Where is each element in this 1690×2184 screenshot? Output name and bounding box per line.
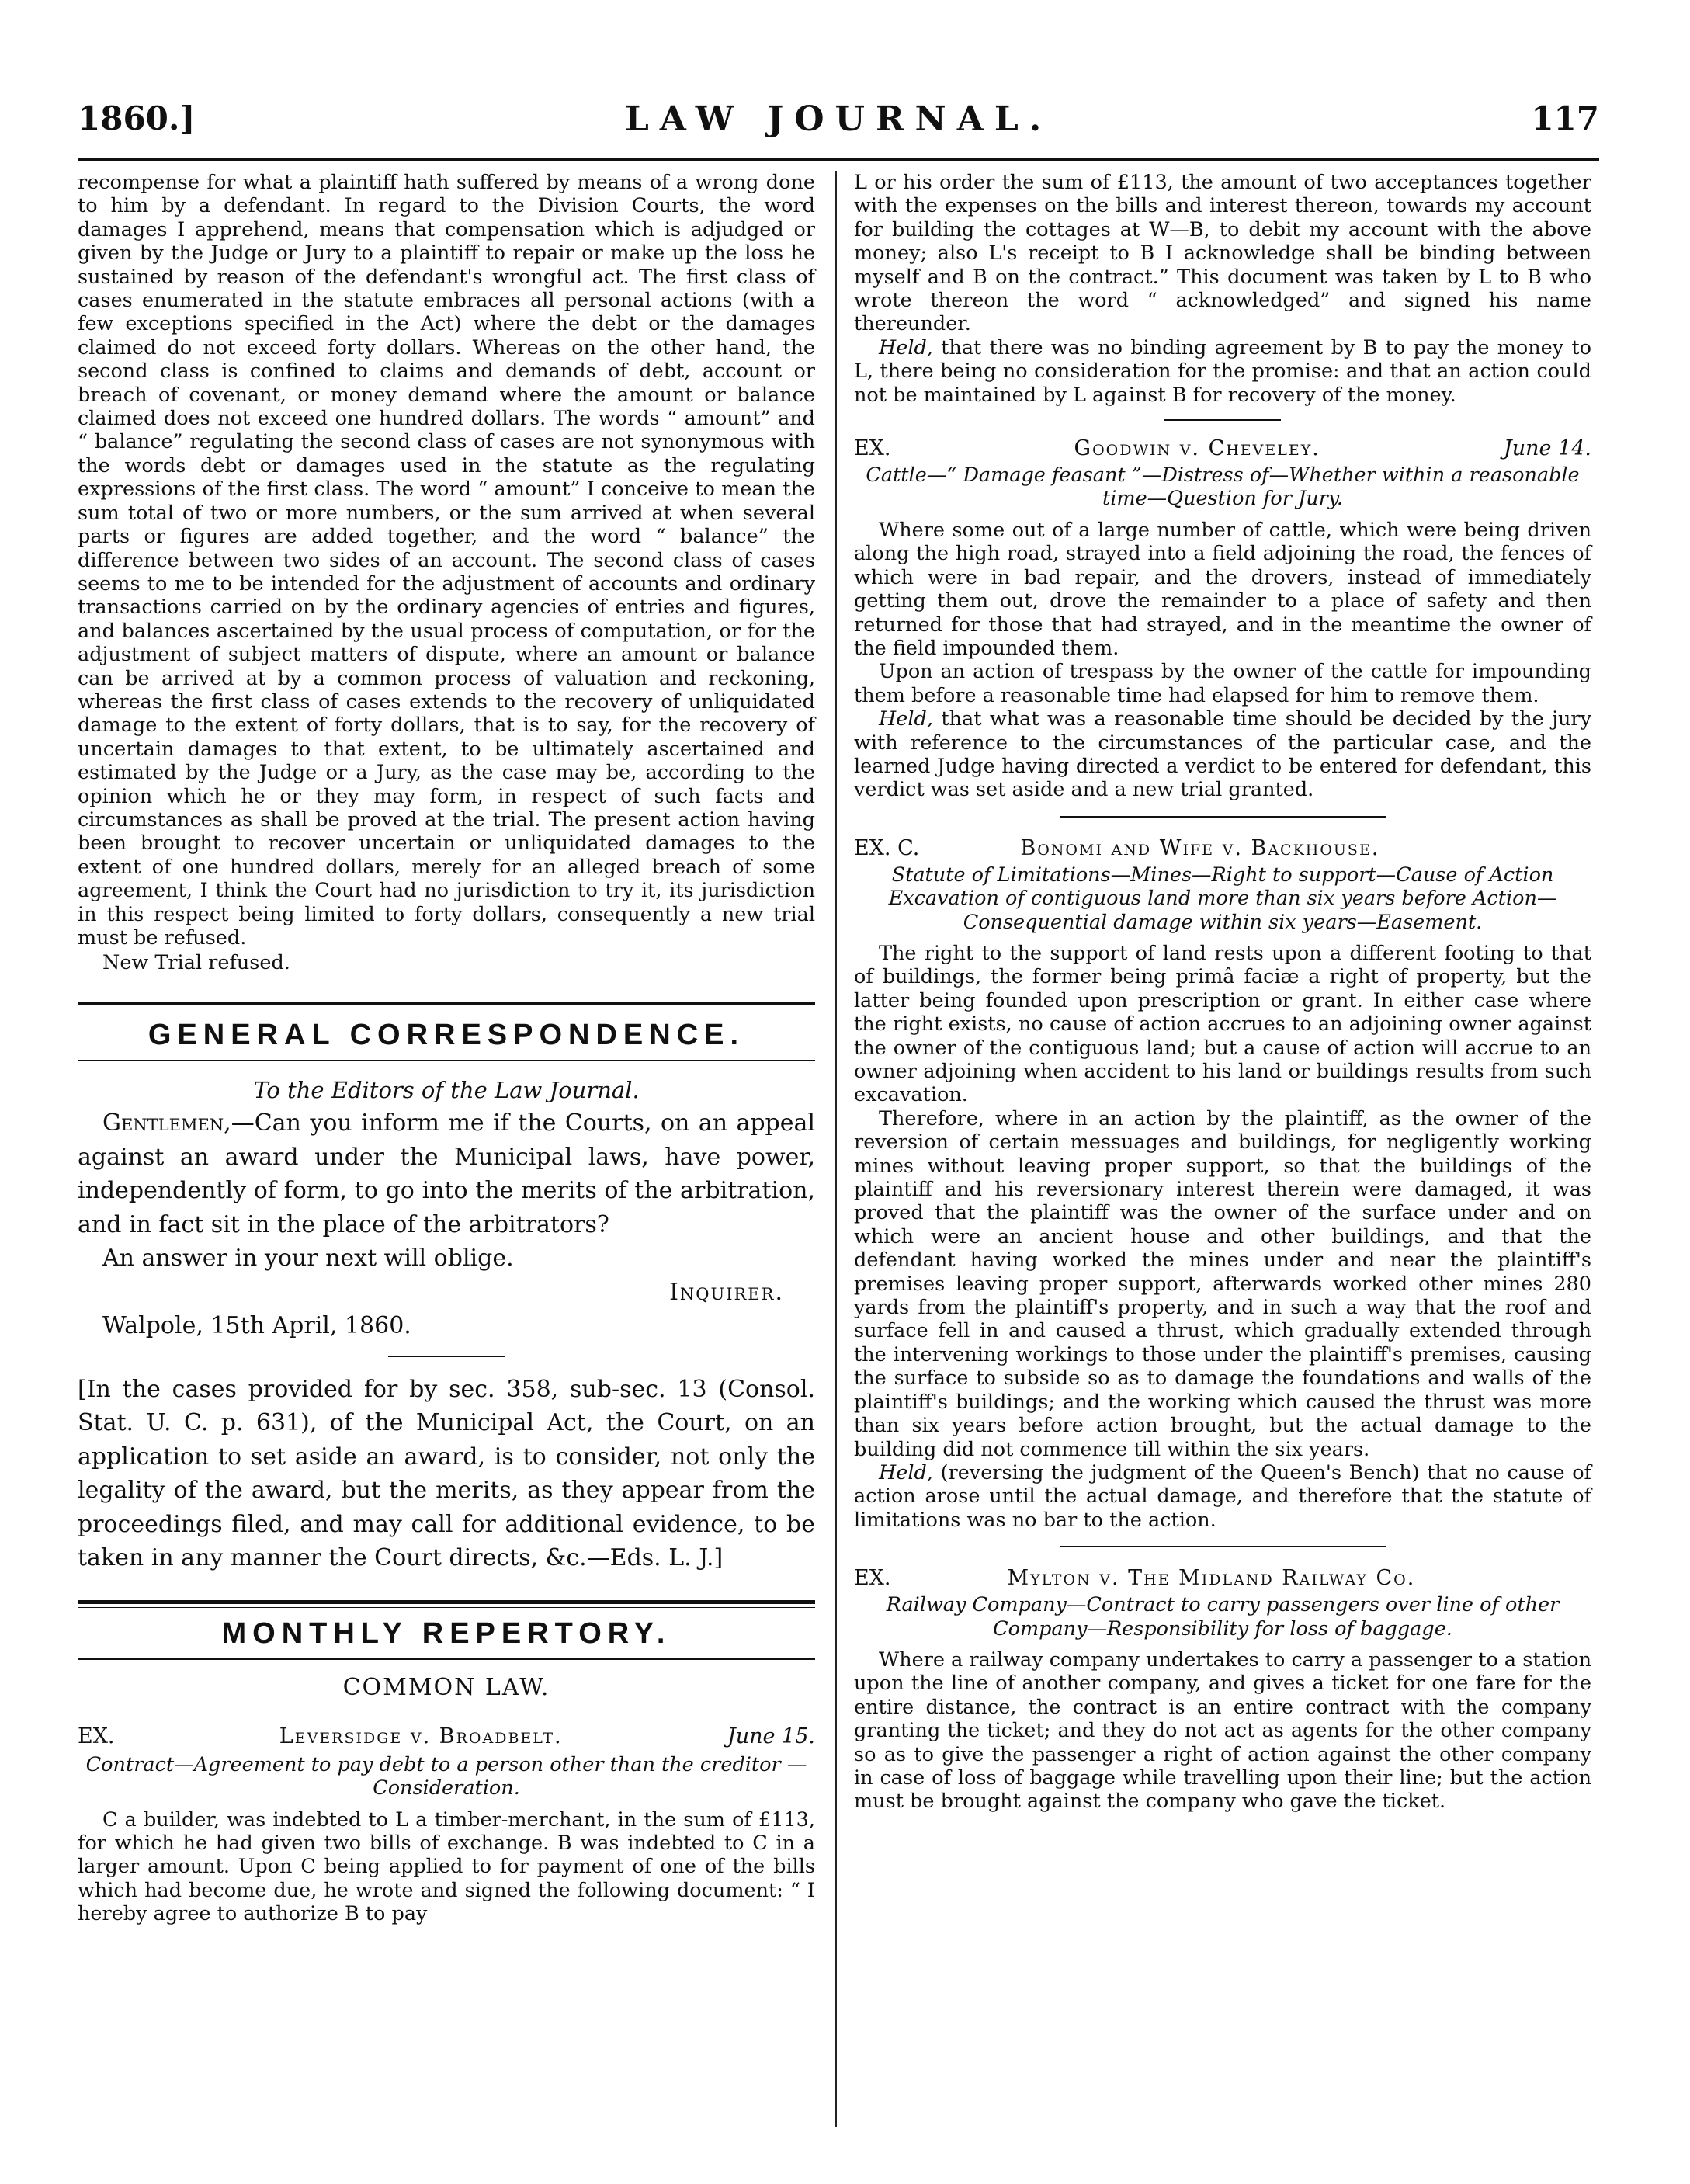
editor-note: [In the cases provided for by sec. 358, sub-sec. 13 (Consol. Stat. U. C. p. 631), of the Municipal Act, the Court, on an application to set aside an award, is to consider, not only the legality of the award, but the merits, as they appear from the proceedings filed, and may call for additional evidence, to be taken in any manner the Court directs, &c.—Eds. L. J.] bbox=[78, 1375, 815, 1572]
case-line: EX. Goodwin v. Cheveley. June 14. bbox=[854, 436, 1591, 461]
header-rule bbox=[78, 158, 1599, 161]
judgment-continued: recompense for what a plaintiff hath suffered by means of a wrong done to him by a defendant. In regard to the Division Courts, the word damages I apprehend, means that compensation which is adjudged or given by the Judge or Jury to a plaintiff to repair or make up the loss he sustained by reason of the defendant's wrongful act. The first class of cases enumerated in the statute embraces all personal actions (with a few exceptions specified in the Act) where the debt or the damages claimed do not exceed forty dollars. Whereas on the other hand, the second class is confined to claims and demands of debt, account or breach of covenant, or money demand where the amount or balance claimed does not exceed one hundred dollars. The words “ amount” and “ balance” regulating the second class of cases are not synonymous with the words debt or damages used in the statute as the regulating expressions of the first class. The word “ amount” I conceive to mean the sum total of two or more numbers, or the sum arrived at when several parts or figures are added together, and the word “ balance” the difference between two sides of an account. The second class of cases seems to me to be intended for the adjustment of accounts and ordinary transactions carried on by the ordinary agencies of entries and figures, and balances ascertained by the usual process of computation, or for the adjustment of subject matters of dispute, where an amount or balance can be arrived at by a common process of valuation and reckoning, whereas the first class of cases extends to the recovery of unliquidated damage to the extent of forty dollars, that is to say, for the recovery of uncertain damages to that extent, to be ultimately ascertained and estimated by the Judge or a Jury, as the case may be, according to the opinion which he or they may form, in respect of such facts and circumstances as shall be proved at the trial. The present action having been brought to recover uncertain or unliquidated damages to the extent of one hundred dollars, merely for an alleged breach of some agreement, I think the Court had no jurisdiction to try it, its jurisdiction in this respect being limited to forty dollars, consequently a new trial must be refused. bbox=[78, 171, 815, 950]
short-rule bbox=[1164, 419, 1281, 421]
page-number: 117 bbox=[1531, 99, 1599, 137]
case-body: C a builder, was indebted to L a timber-merchant, in the sum of £113, for which he had given two bills of exchange. B was indebted to C in a larger amount. Upon C being applied to for payment of one of the bills which had become due, he wrote and signed the following document: “ I hereby agree to authorize B to pay bbox=[78, 1807, 815, 1926]
case-body: Therefore, where in an action by the plaintiff, as the owner of the reversion of certain messuages and buildings, for negligently working mines without leaving proper support, so that the buildings of the plaintiff and his reversionary interest therein were damaged, it was proved that the plaintiff was the owner of the surface under and on which were an ancient house and other buildings, and that the defendant having worked the mines under and near the plaintiff's premises leaving proper support, afterwards worked other mines 280 yards from the plaintiff's property, and in such a way that the roof and surface fell in and caused a thrust, which gradually extended through the intervening workings to those under the plaintiff's premises, causing the surface to subside so as to damage the foundations and walls of the plaintiff's buildings; and the working which caused the thrust was more than six years before action brought, but the actual damage to the building did not commence till within the six years. bbox=[854, 1106, 1591, 1461]
rule bbox=[1060, 1546, 1386, 1547]
short-rule bbox=[388, 1356, 505, 1357]
monthly-repertory-heading: MONTHLY REPERTORY. bbox=[221, 1616, 671, 1650]
case-headnote: Cattle—“ Damage feasant ”—Distress of—Whether within a reasonable time—Question for Jury. bbox=[866, 464, 1580, 511]
header-title: LAW JOURNAL. bbox=[624, 99, 1053, 139]
letter-signature: Inquirer. bbox=[669, 1278, 784, 1306]
letter-close: An answer in your next will oblige. bbox=[102, 1245, 514, 1273]
common-law-heading: COMMON LAW. bbox=[342, 1673, 550, 1701]
rule bbox=[1060, 816, 1386, 818]
general-correspondence-heading: GENERAL CORRESPONDENCE. bbox=[147, 1018, 745, 1051]
held-paragraph: Held, that what was a reasonable time should be decided by the jury with reference to the circumstances of the particular case, and the learned Judge having directed a verdict to be entered for defendant, this verdict was set aside and a new trial granted. bbox=[854, 707, 1591, 802]
case-headnote: Contract—Agreement to pay debt to a person other than the creditor —Consideration. bbox=[85, 1752, 807, 1800]
case-body: Upon an action of trespass by the owner of the cattle for impounding them before a reasonable time had elapsed for him to remove them. bbox=[854, 660, 1591, 707]
case-headnote: Railway Company—Contract to carry passengers over line of other Company—Responsibility for loss of baggage. bbox=[886, 1593, 1560, 1641]
case-headnote: Statute of Limitations—Mines—Right to support—Cause of Action Excavation of contiguous land more than six years before Action— Consequential damage within six years—Easement. bbox=[888, 863, 1557, 934]
column-divider bbox=[835, 171, 837, 2127]
case-body: The right to the support of land rests upon a different footing to that of buildings, the former being primâ faciæ a right of property, but the latter being founded upon prescription or grant. In either case where the right exists, no cause of action accrues to an adjoining owner against the owner of the contiguous land; but a cause of action will accrue to an owner adjoining when accident to his land or buildings results from such excavation. bbox=[854, 941, 1591, 1107]
held-paragraph: Held, that there was no binding agreement by B to pay the money to L, there being no consideration for the promise: and that an action could not be maintained by L against B for recovery of the money. bbox=[854, 335, 1591, 407]
page-header bbox=[78, 99, 1599, 146]
left-column bbox=[78, 171, 815, 1926]
case-line: EX. C. Bonomi and Wife v. Backhouse. bbox=[854, 835, 1380, 860]
held-paragraph: Held, (reversing the judgment of the Queen's Bench) that no cause of action arose until the actual damage, and therefore that the statute of limitations was no bar to the action. bbox=[854, 1460, 1591, 1532]
section-rule-bottom bbox=[78, 1658, 815, 1660]
new-trial-refused: New Trial refused. bbox=[102, 951, 290, 975]
case-body: Where a railway company undertakes to carry a passenger to a station upon the line of another company, and gives a ticket for one fare for the entire distance, the contract is an entire contract with the company granting the ticket; and they do not act as agents for the other company so as to give the passenger a right of action against the other company in case of loss of baggage while travelling upon their line; but the action must be brought against the company who gave the ticket. bbox=[854, 1648, 1591, 1814]
case-body: Where some out of a large number of cattle, which were being driven along the high road, strayed into a field adjoining the road, the fences of which were in bad repair, and the drovers, instead of immediately getting them out, drove the remainder to a place of safety and then returned for those that had strayed, and in the meantime the owner of the field impounded them. bbox=[854, 518, 1591, 660]
letter-place-date: Walpole, 15th April, 1860. bbox=[102, 1312, 411, 1340]
right-column bbox=[854, 171, 1591, 1814]
letter-body: Gentlemen,—Can you inform me if the Courts, on an appeal against an award under the Municipal laws, have power, independently of form, to go into the merits of the arbitration, and in fact sit in the place of the arbitrators? bbox=[78, 1109, 815, 1238]
section-rule bbox=[78, 1600, 815, 1608]
case-line: EX. Mylton v. The Midland Railway Co. bbox=[854, 1566, 1416, 1591]
to-editors: To the Editors of the Law Journal. bbox=[253, 1076, 640, 1103]
header-year: 1860.] bbox=[78, 99, 196, 137]
case-line: EX. Leversidge v. Broadbelt. June 15. bbox=[78, 1724, 815, 1748]
document-continued: L or his order the sum of £113, the amount of two acceptances together with the expenses on the bills and interest thereon, towards my account for building the cottages at W—B, to debit my account with the above money; also L's receipt to B I acknowledge shall be binding between myself and B on the contract.” This document was taken by L to B who wrote thereon the word “ acknowledged” and signed his name thereunder. bbox=[854, 171, 1591, 336]
section-rule bbox=[78, 1002, 815, 1009]
section-rule-bottom bbox=[78, 1060, 815, 1061]
